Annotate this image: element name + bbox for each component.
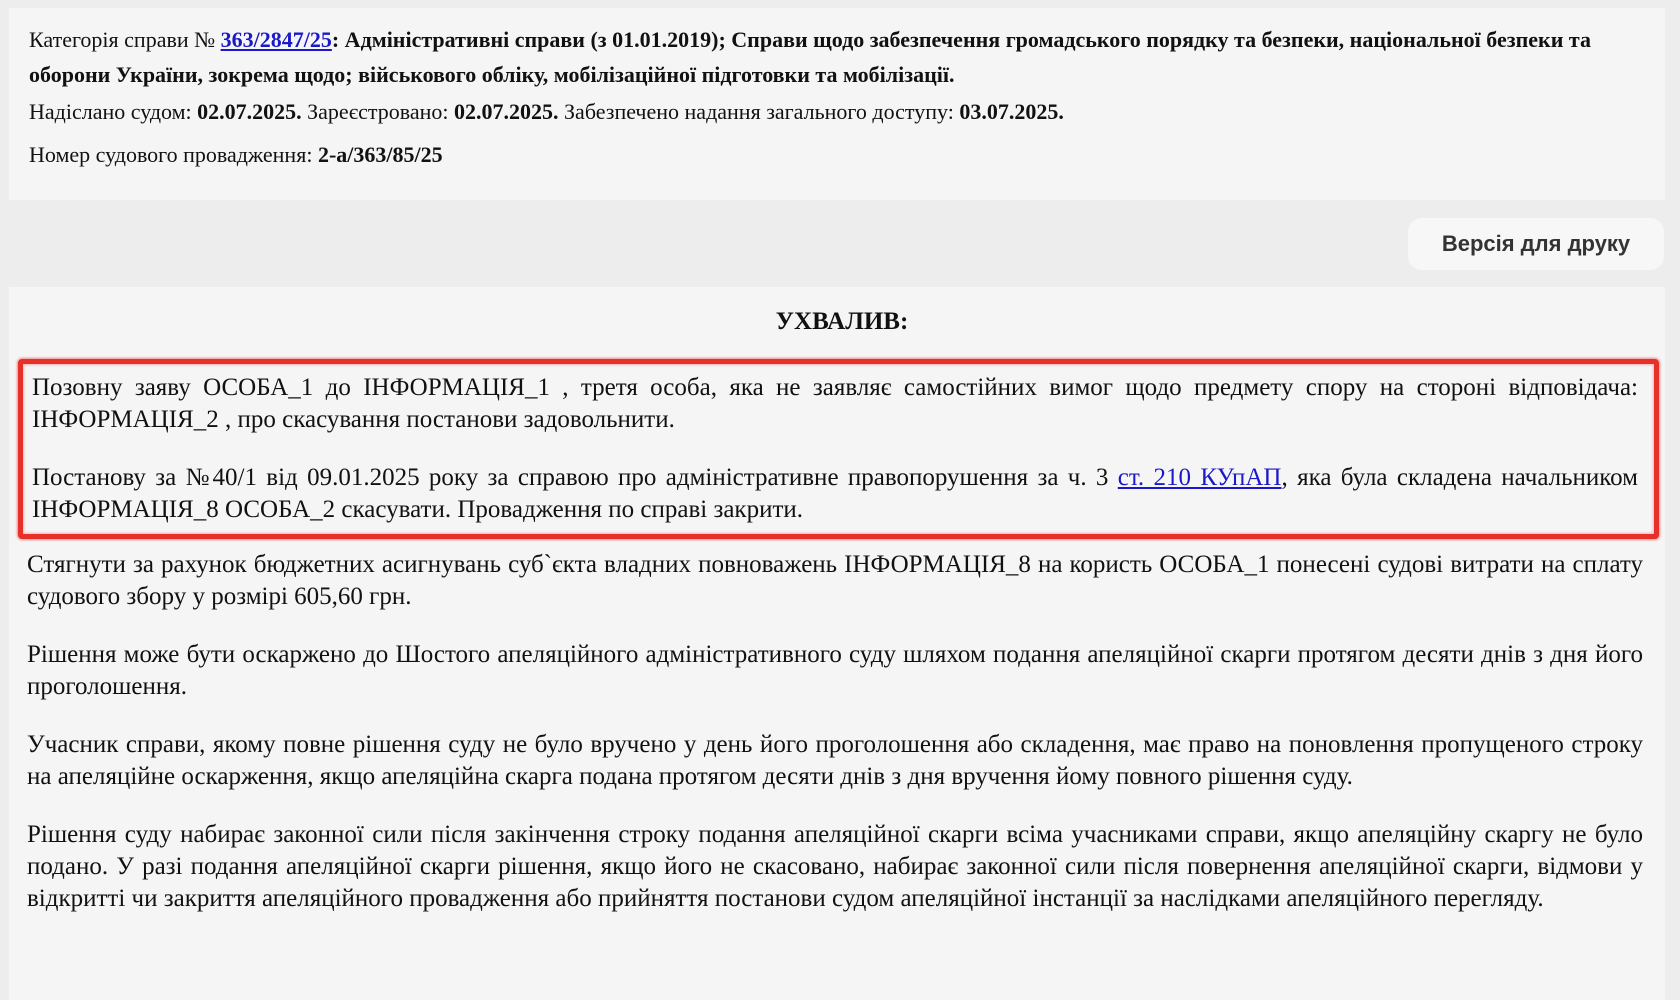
appeal-paragraph: Рішення може бути оскаржено до Шостого апеляційного адміністративного суду шляхом подання апеляційної скарги протягом десяти днів з дня його проголошення.: [27, 641, 1643, 700]
resolution-text-after: , яка була складена начальником ІНФОРМАЦІЯ_8 ОСОБА_2 скасувати. Провадження по справі закрити.: [32, 464, 1639, 523]
resolution-text-before: Постанову за №40/1 від 09.01.2025 року за справою про адміністративне правопорушення за ч. 3: [32, 464, 1118, 491]
proceeding-number: 2-а/363/85/25: [317, 142, 443, 167]
court-fee-paragraph: Стягнути за рахунок бюджетних асигнувань суб`єкта владних повноважень ІНФОРМАЦІЯ_8 на користь ОСОБА_1 понесені судові витрати на сплату судового збору у розмірі 605,60 грн.: [27, 551, 1643, 610]
case-category: [29, 22, 1645, 92]
sent-date: 02.07.2025.: [197, 99, 302, 124]
kupap-article-link[interactable]: ст. 210 КУпАП: [1117, 464, 1282, 491]
registered-date: 02.07.2025.: [454, 99, 559, 124]
case-number-link[interactable]: 363/2847/25: [220, 27, 332, 52]
decision-title: УХВАЛИВ:: [775, 308, 909, 335]
access-date: 03.07.2025.: [959, 99, 1064, 124]
case-category-text: : Адміністративні справи (з 01.01.2019); Справи щодо забезпечення громадського порядку та безпеки, національної безпеки та оборони України, зокрема щодо; військового обліку, мобілізаційної підготовки та мобілізації.: [29, 27, 1591, 87]
proceeding-label: Номер судового провадження:: [29, 142, 318, 167]
registered-label: Зареєстровано:: [301, 99, 455, 124]
highlighted-ruling-box: [18, 359, 1659, 539]
case-dates: [29, 94, 1645, 130]
case-category-prefix: Категорія справи №: [29, 27, 216, 52]
ruling-paragraph-resolution: [32, 462, 1638, 526]
decision-remaining-paragraphs: [27, 549, 1643, 915]
decision-document: [9, 287, 1665, 1000]
proceeding-number-line: [29, 137, 1645, 173]
ruling-paragraph-claim: Позовну заяву ОСОБА_1 до ІНФОРМАЦІЯ_1 , третя особа, яка не заявляє самостійних вимог щодо предмету спору на стороні відповідача: ІНФОРМАЦІЯ_2 , про скасування постанови задовольнити.: [32, 374, 1638, 433]
sent-label: Надіслано судом:: [29, 99, 198, 124]
access-label: Забезпечено надання загального доступу:: [558, 99, 960, 124]
print-version-button[interactable]: Версія для друку: [1408, 218, 1664, 270]
deadline-renewal-paragraph: Учасник справи, якому повне рішення суду не було вручено у день його проголошення або складення, має право на поновлення пропущеного строку на апеляційне оскарження, якщо апеляційна скарга подана протягом десяти днів з дня вручення йому повного рішення суду.: [27, 731, 1643, 790]
legal-force-paragraph: Рішення суду набирає законної сили після закінчення строку подання апеляційної скарги всіма учасниками справи, якщо апеляційну скаргу не було подано. У разі подання апеляційної скарги рішення, якщо його не скасовано, набирає законної сили після повернення апеляційної скарги, відмови у відкритті чи закриття апеляційного провадження або прийняття постанови судом апеляційної інстанції за наслідками апеляційного перегляду.: [27, 821, 1643, 912]
case-meta-card: [9, 8, 1665, 200]
